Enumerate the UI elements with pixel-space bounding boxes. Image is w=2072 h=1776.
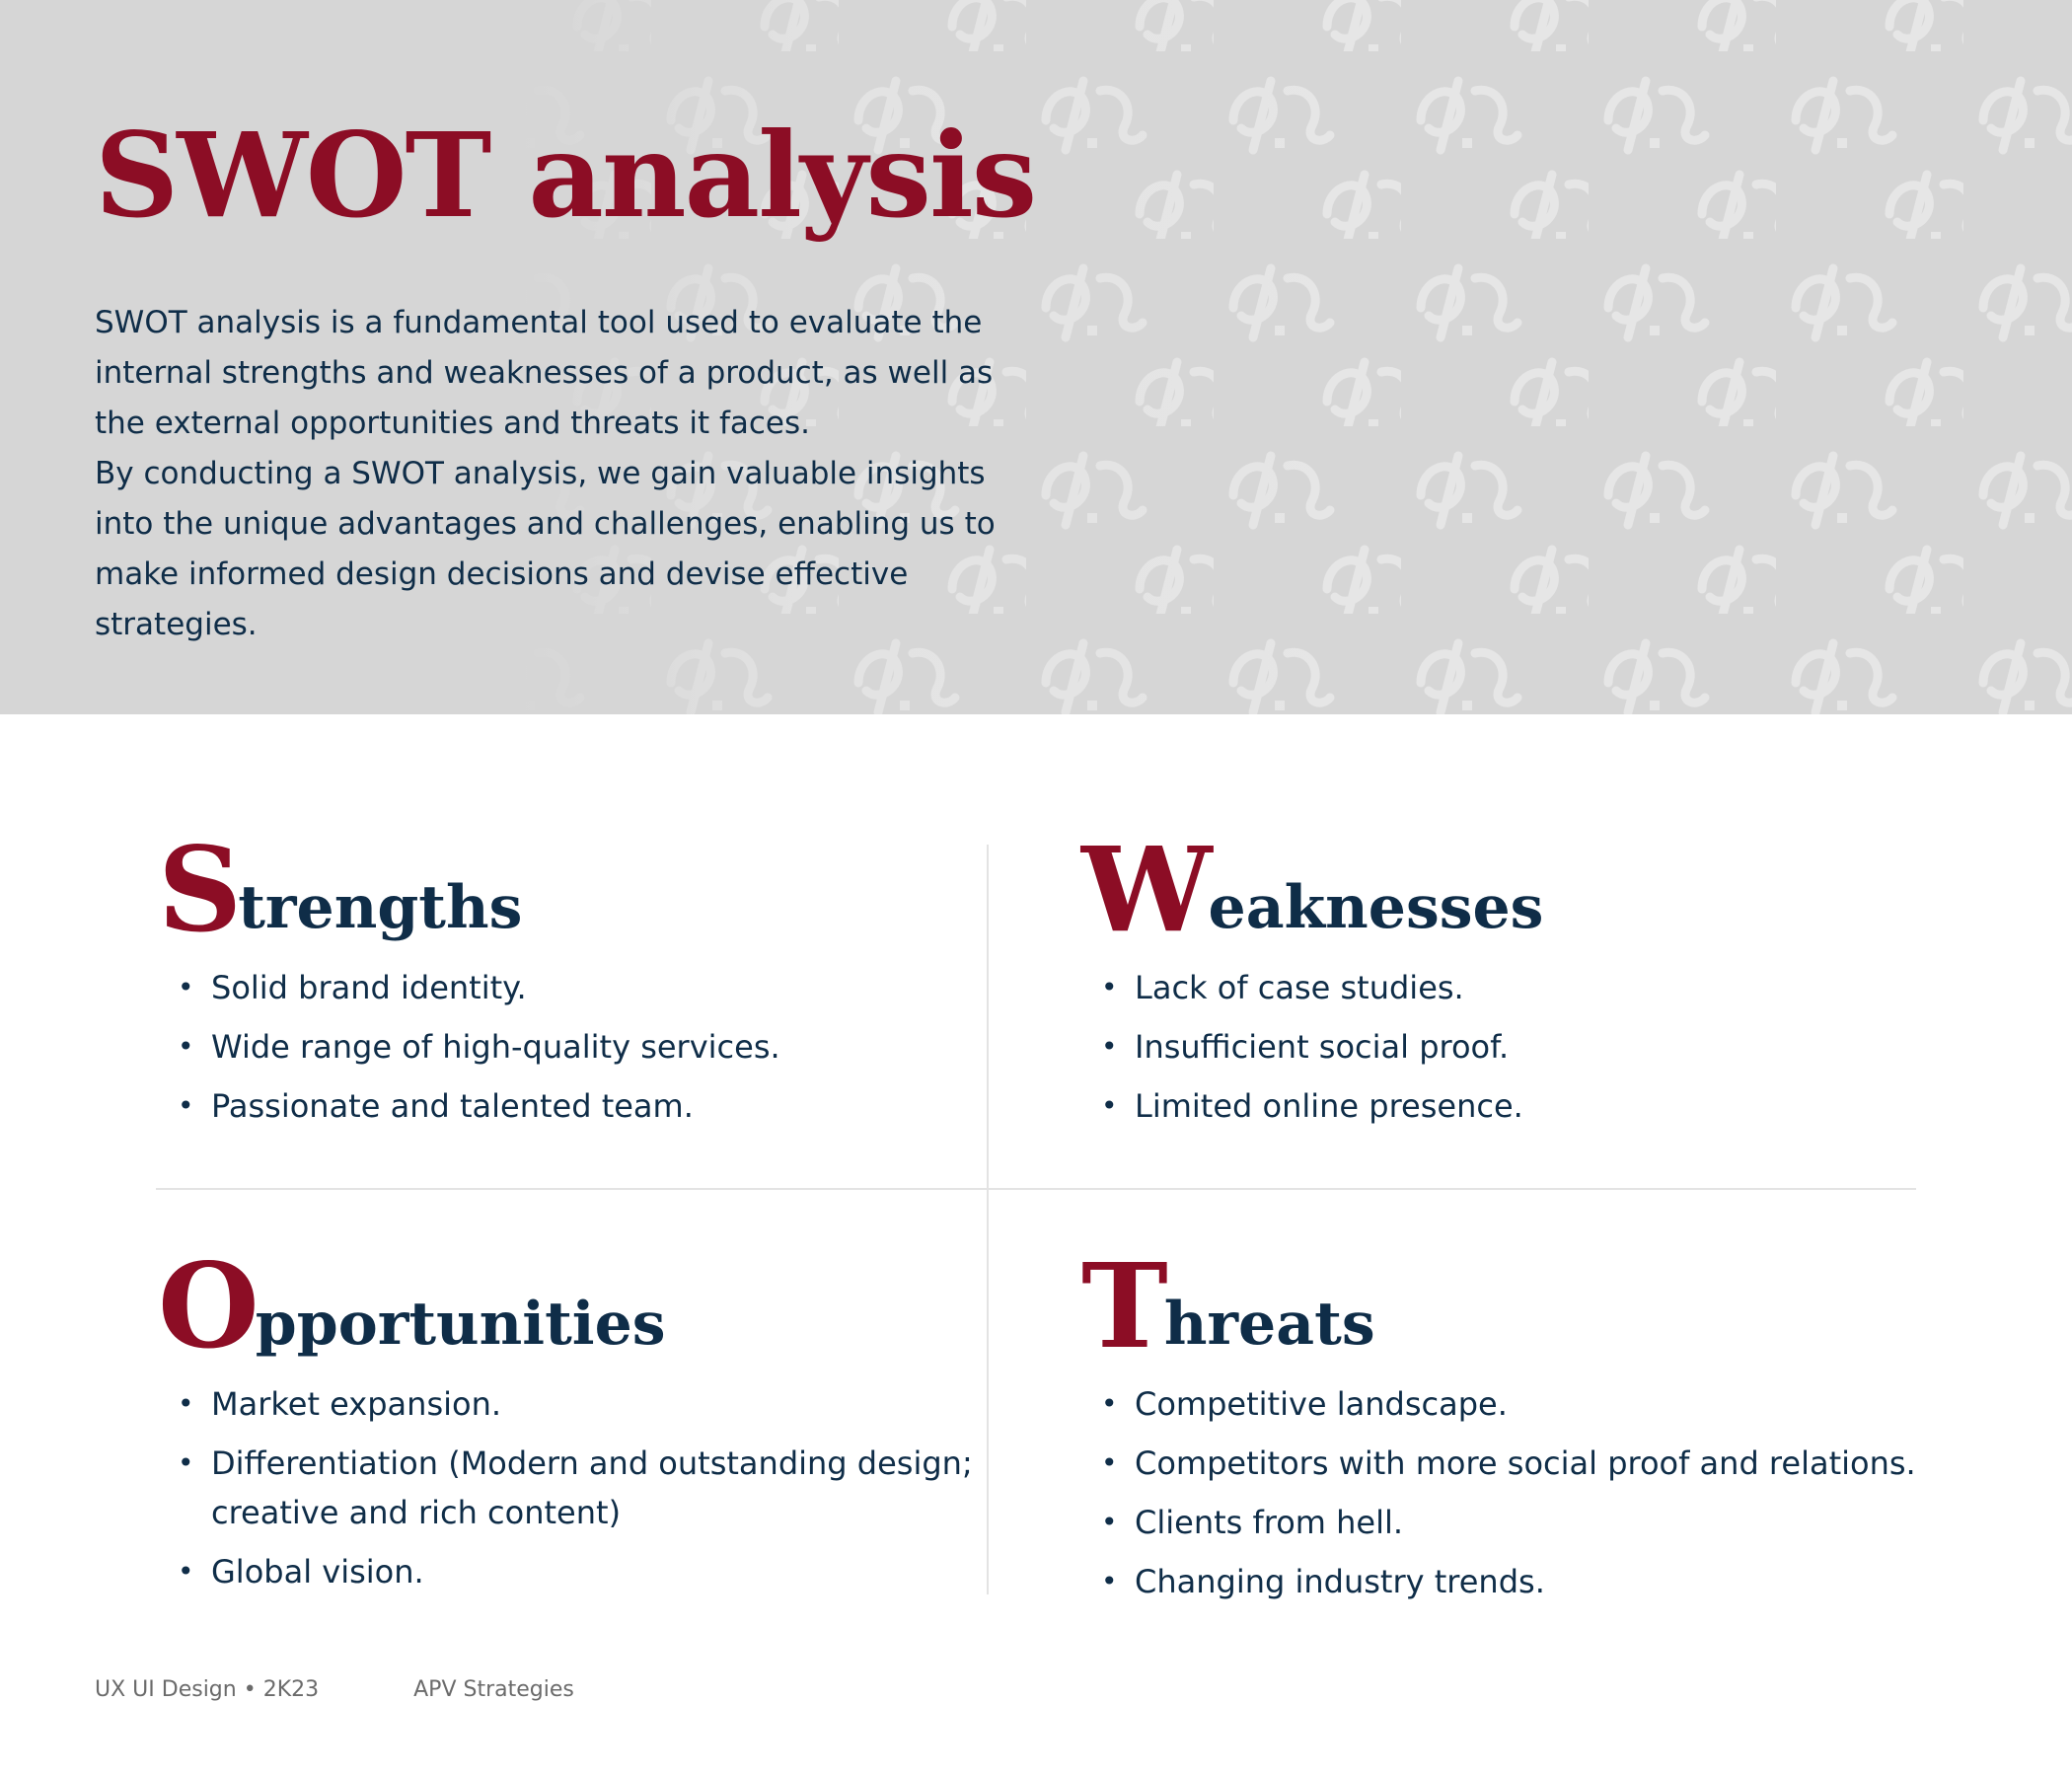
weaknesses-initial: W — [1081, 820, 1209, 958]
bullet-icon: • — [178, 1030, 194, 1063]
list-item: • Changing industry trends. — [1081, 1557, 1930, 1606]
threats-title — [1081, 1236, 1930, 1374]
footer-project: APV Strategies — [413, 1677, 574, 1702]
opportunities-initial: O — [158, 1236, 256, 1374]
hero-section — [0, 0, 2072, 714]
bullet-icon: • — [1101, 1446, 1118, 1479]
bullet-icon: • — [1101, 1565, 1118, 1597]
list-item: • Competitors with more social proof and relations. — [1081, 1439, 1930, 1488]
page-title: SWOT analysis — [95, 107, 1036, 244]
list-item: • Solid brand identity. — [158, 963, 1006, 1012]
horizontal-divider — [156, 1188, 1916, 1190]
bullet-icon: • — [178, 971, 194, 1003]
bullet-icon: • — [178, 1446, 194, 1479]
list-item: • Passionate and talented team. — [158, 1081, 1006, 1131]
weaknesses-title — [1081, 820, 1930, 958]
strengths-list — [158, 963, 1006, 1131]
bullet-icon: • — [1101, 971, 1118, 1003]
opportunities-quadrant — [158, 1236, 1006, 1606]
bullet-icon: • — [178, 1387, 194, 1420]
bullet-icon: • — [1101, 1089, 1118, 1122]
threats-list — [1081, 1379, 1930, 1606]
opportunities-title-rest: pportunities — [255, 1290, 666, 1359]
list-item: • Differentiation (Modern and outstanding design; creative and rich content) — [158, 1439, 1006, 1537]
intro-paragraph-1: SWOT analysis is a fundamental tool used to evaluate the internal strengths and weaknesses of a product, as well as the external opportunities and threats it faces. — [95, 305, 994, 441]
list-item: • Insufficient social proof. — [1081, 1022, 1930, 1072]
strengths-title-rest: trengths — [238, 873, 523, 942]
page-footer — [95, 1677, 574, 1702]
strengths-initial: S — [158, 820, 239, 958]
weaknesses-quadrant — [1081, 820, 1930, 1141]
list-item: • Market expansion. — [158, 1379, 1006, 1429]
bullet-icon: • — [1101, 1387, 1118, 1420]
opportunities-list — [158, 1379, 1006, 1596]
strengths-quadrant — [158, 820, 1006, 1141]
list-item: • Clients from hell. — [1081, 1498, 1930, 1547]
bullet-icon: • — [178, 1089, 194, 1122]
footer-year: 2K23 — [262, 1677, 320, 1702]
footer-course-name: UX UI Design — [95, 1677, 237, 1702]
threats-quadrant — [1081, 1236, 1930, 1616]
weaknesses-list — [1081, 963, 1930, 1131]
opportunities-title — [158, 1236, 1006, 1374]
bullet-icon: • — [1101, 1030, 1118, 1063]
list-item: • Limited online presence. — [1081, 1081, 1930, 1131]
list-item: • Lack of case studies. — [1081, 963, 1930, 1012]
intro-paragraph-2: By conducting a SWOT analysis, we gain valuable insights into the unique advantages and challenges, enabling us to make informed design decisions and devise effective strategies. — [95, 456, 996, 642]
list-item: • Wide range of high-quality services. — [158, 1022, 1006, 1072]
footer-course — [95, 1677, 319, 1702]
list-item: • Global vision. — [158, 1547, 1006, 1596]
footer-separator: • — [243, 1677, 257, 1702]
strengths-title — [158, 820, 1006, 958]
threats-initial: T — [1081, 1236, 1164, 1374]
intro-description — [95, 298, 1042, 650]
weaknesses-title-rest: eaknesses — [1208, 873, 1544, 942]
list-item: • Competitive landscape. — [1081, 1379, 1930, 1429]
threats-title-rest: hreats — [1163, 1290, 1375, 1359]
bullet-icon: • — [1101, 1506, 1118, 1538]
bullet-icon: • — [178, 1555, 194, 1588]
